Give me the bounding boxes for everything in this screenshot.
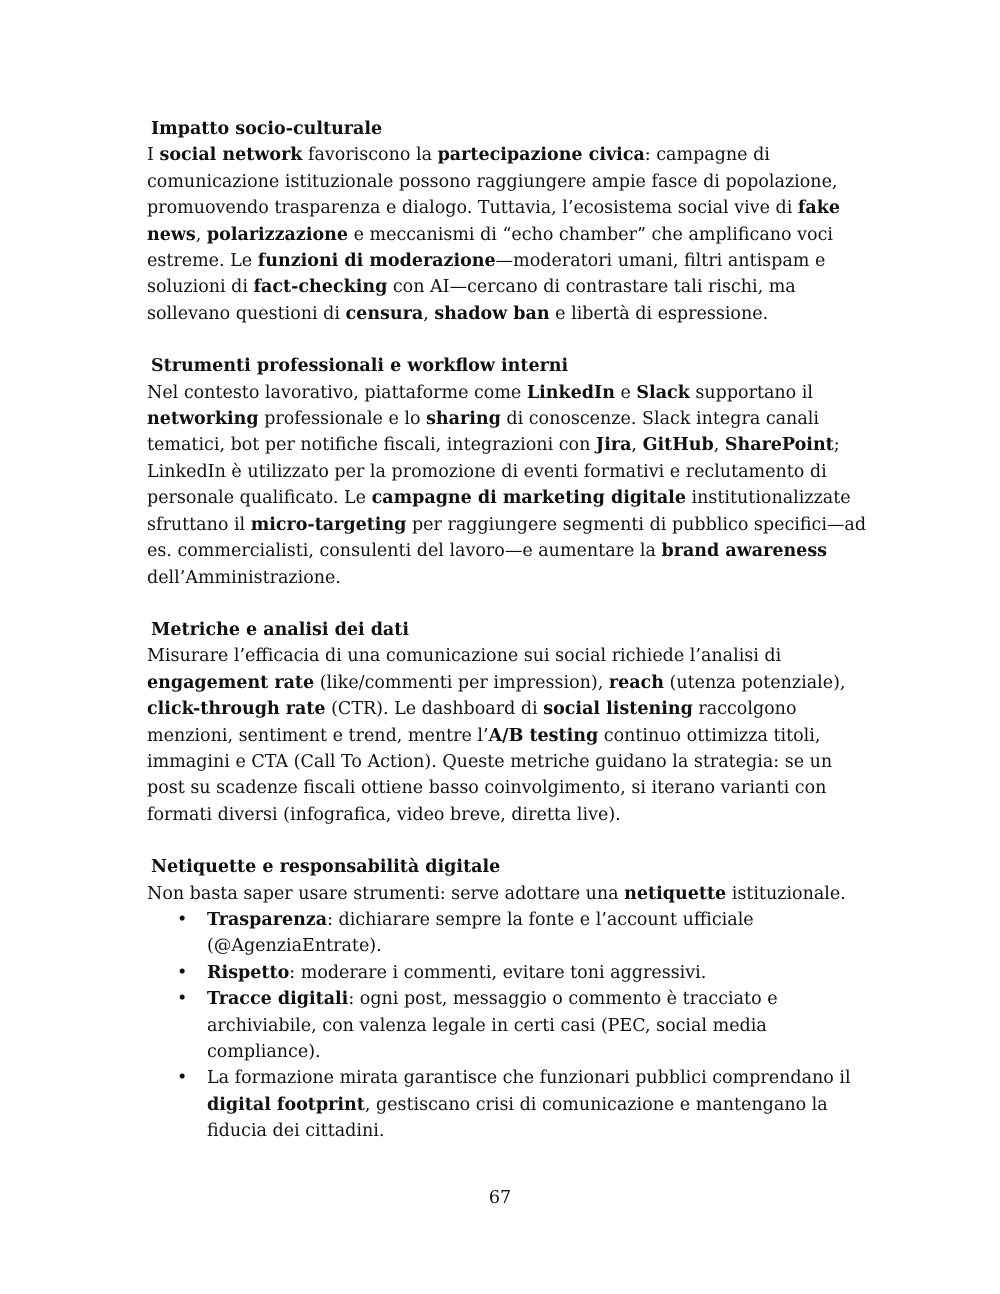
text-run: : ogni post, messaggio o commento è tracciato e archiviabile, con valenza legale in certi casi (PEC, social media compliance). — [207, 989, 778, 1062]
bold-term: censura — [345, 303, 424, 324]
bold-term: netiquette — [624, 883, 727, 904]
text-run: dell’Amministrazione. — [147, 567, 341, 588]
text-run: e — [614, 382, 637, 403]
bold-term: campagne di marketing digitale — [371, 488, 686, 509]
section-heading: Impatto socio-culturale — [151, 119, 383, 139]
list-item-text — [207, 963, 706, 983]
text-run: : moderare i commenti, evitare toni aggressivi. — [289, 962, 707, 983]
bold-term: polarizzazione — [206, 224, 349, 245]
text-run: raccolgono menzioni, sentiment e trend, mentre l’ — [147, 699, 797, 746]
bold-term: reach — [608, 672, 664, 693]
text-run: , — [195, 224, 207, 245]
text-run: —moderatori umani, filtri antispam e soluzioni di — [147, 251, 826, 298]
bullet-icon: • — [177, 989, 188, 1010]
text-run: ; LinkedIn è utilizzato per la promozione di eventi formativi e reclutamento di personale qualificato. Le — [147, 435, 840, 509]
list-item-text — [207, 910, 754, 956]
text-run: , — [713, 435, 725, 456]
section-paragraph — [147, 881, 867, 907]
text-run: per raggiungere segmenti di pubblico specifici—ad es. commercialisti, consulenti del lavoro—e aumentare la — [147, 514, 867, 562]
bold-term: funzioni di moderazione — [257, 251, 496, 272]
document-page — [147, 116, 867, 1171]
bullet-icon: • — [177, 962, 188, 983]
text-run: e libertà di espressione. — [549, 303, 769, 324]
text-run: , — [423, 303, 435, 324]
page-number: 67 — [488, 1188, 512, 1208]
list-item — [147, 960, 867, 986]
list-item — [147, 907, 867, 960]
text-run: I — [147, 145, 160, 166]
text-run: La formazione mirata garantisce che funzionari pubblici comprendano il — [207, 1068, 851, 1089]
bold-term: engagement rate — [147, 672, 315, 693]
bold-term: social listening — [543, 699, 693, 720]
section-impatto — [147, 116, 867, 327]
section-heading: Netiquette e responsabilità digitale — [151, 857, 501, 878]
bold-term: Trasparenza — [207, 909, 328, 930]
bold-term: social network — [159, 145, 303, 166]
bold-term: SharePoint — [724, 435, 834, 456]
bold-term: digital footprint — [207, 1094, 365, 1115]
section-heading: Strumenti professionali e workflow interni — [151, 356, 569, 377]
bold-term: LinkedIn — [526, 382, 615, 403]
bold-term: Jira — [595, 435, 632, 456]
section-paragraph — [147, 142, 867, 327]
bold-term: Rispetto — [207, 962, 290, 983]
text-run: (utenza potenziale), — [663, 672, 846, 693]
bold-term: GitHub — [642, 435, 714, 456]
text-run: Nel contesto lavorativo, piattaforme come — [147, 382, 527, 403]
list-item-text — [207, 989, 778, 1062]
text-run: institutionalizzate sfruttano il — [147, 488, 851, 535]
text-run: , — [631, 435, 643, 456]
bold-term: fact-checking — [253, 277, 388, 298]
bold-term: click-through rate — [147, 699, 326, 720]
bullet-list — [147, 907, 867, 1145]
bold-term: partecipazione civica — [437, 145, 645, 166]
bold-term: sharing — [426, 409, 501, 430]
bold-term: networking — [147, 409, 259, 430]
section-heading: Metriche e analisi dei dati — [151, 619, 409, 640]
section-paragraph — [147, 380, 867, 591]
text-run: supportano il — [689, 382, 813, 403]
text-run: di conoscenze. Slack integra canali tematici, bot per notifiche fiscali, integrazioni con — [147, 409, 819, 456]
bold-term: brand awareness — [661, 541, 828, 562]
bold-term: Slack — [636, 382, 690, 403]
text-run: : campagne di comunicazione istituzionale possono raggiungere ampie fasce di popolazione, promuovendo trasparenza e dialogo. Tuttavia, l’ecosistema social vive di — [147, 145, 838, 219]
section-paragraph — [147, 643, 867, 828]
list-item — [147, 986, 867, 1065]
text-run: con AI—cercano di contrastare tali rischi, ma sollevano questioni di — [147, 277, 796, 324]
text-run: istituzionale. — [726, 883, 846, 904]
bold-term: A/B testing — [488, 725, 599, 746]
section-strumenti — [147, 353, 867, 591]
text-run: e meccanismi di “echo chamber” che amplificano voci estreme. Le — [147, 224, 833, 272]
bold-term: fake news — [147, 198, 840, 245]
text-run: Misurare l’efficacia di una comunicazione sui social richiede l’analisi di — [147, 646, 782, 667]
text-run: : dichiarare sempre la fonte e l’account ufficiale (@AgenziaEntrate). — [207, 909, 754, 957]
text-run: (like/commenti per impression), — [314, 672, 609, 693]
text-run: favoriscono la — [302, 145, 438, 166]
text-run: Non basta saper usare strumenti: serve adottare una — [147, 883, 625, 904]
bold-term: micro-targeting — [250, 514, 407, 535]
bold-term: Tracce digitali — [207, 989, 349, 1010]
text-run: continuo ottimizza titoli, immagini e CTA (Call To Action). Queste metriche guidano la strategia: se un post su scadenze fiscali ottiene basso coinvolgimento, si iterano varianti con formati diversi (infografica, video breve, diretta live). — [147, 725, 833, 825]
bullet-icon: • — [177, 1068, 188, 1089]
text-run: , gestiscano crisi di comunicazione e mantengano la fiducia dei cittadini. — [207, 1094, 828, 1142]
list-item — [147, 1065, 867, 1144]
bullet-icon: • — [177, 909, 188, 930]
section-metriche — [147, 617, 867, 828]
section-netiquette — [147, 854, 867, 1144]
text-run: (CTR). Le dashboard di — [325, 699, 544, 720]
text-run: professionale e lo — [258, 409, 427, 430]
bold-term: shadow ban — [434, 303, 550, 324]
list-item-text — [207, 1068, 851, 1141]
